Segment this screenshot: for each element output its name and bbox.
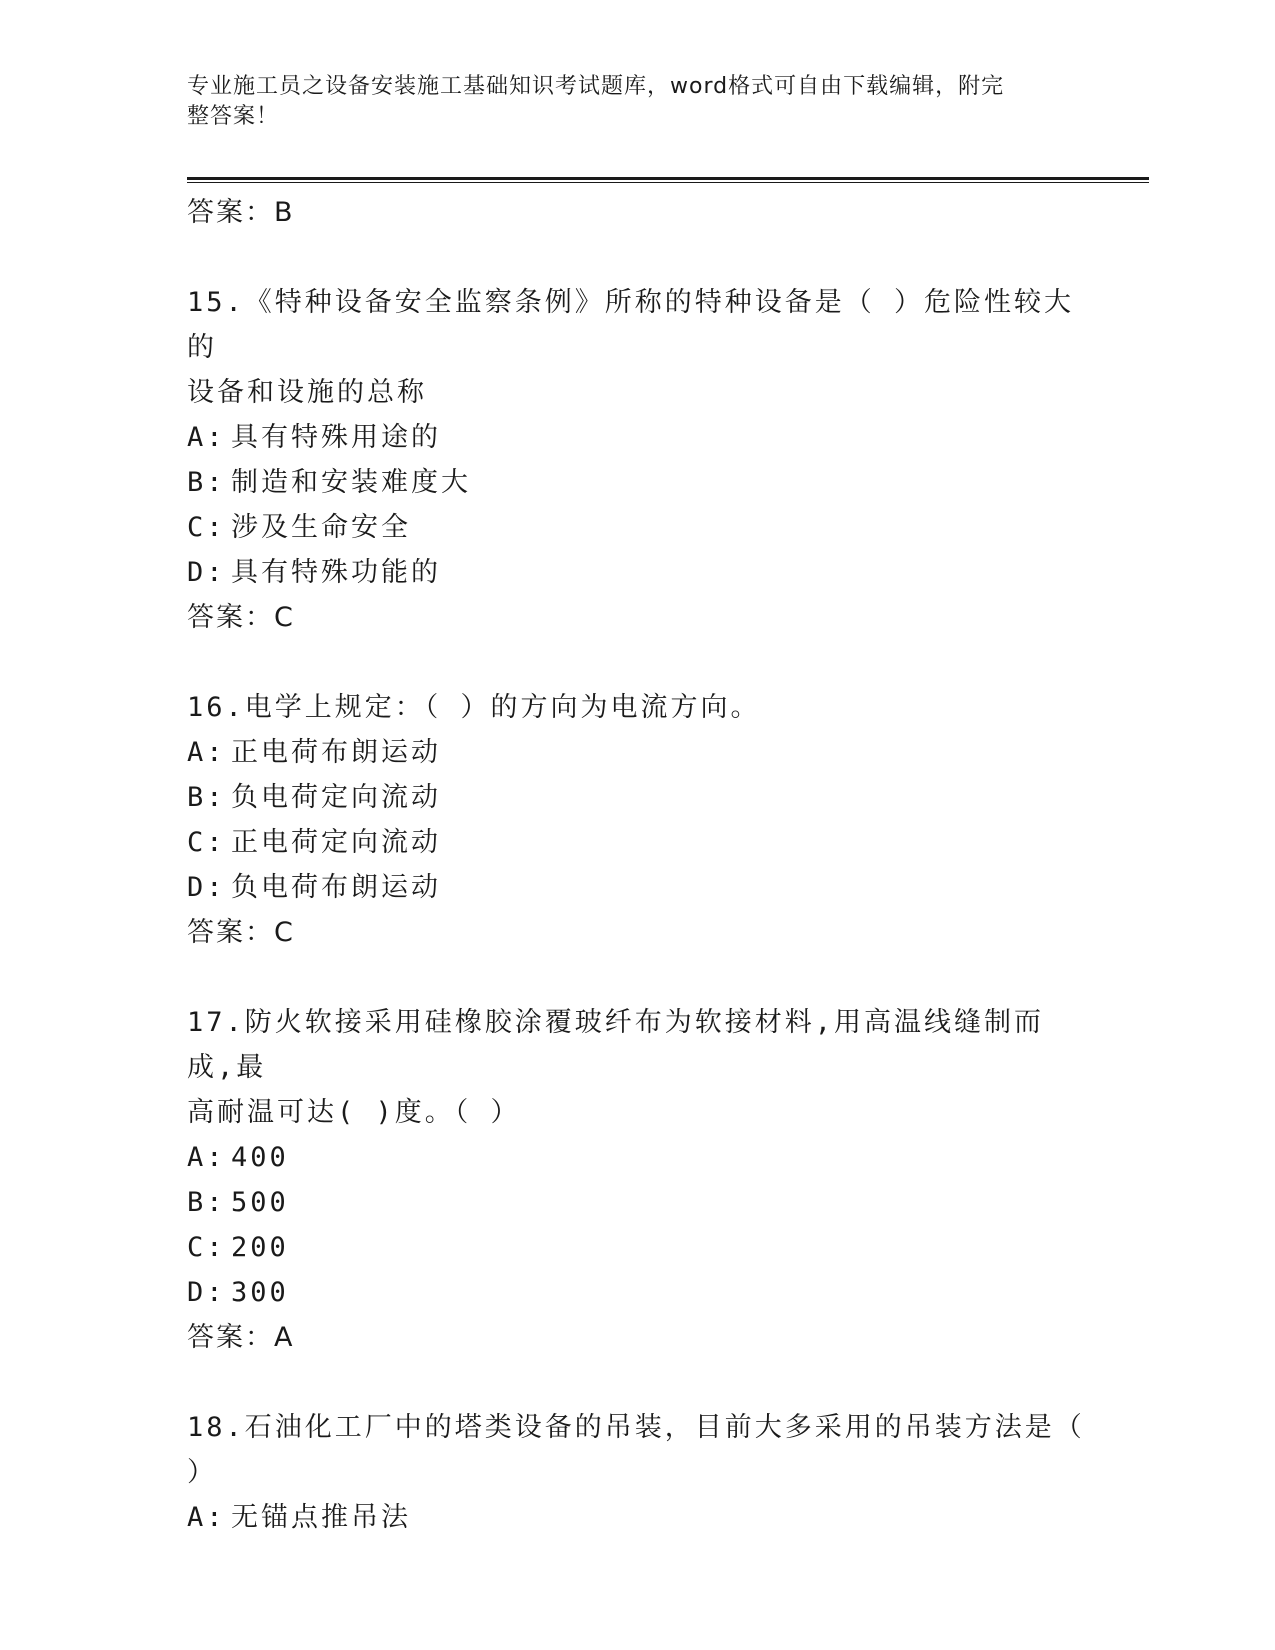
question-block [187, 1405, 1087, 1540]
option-a [187, 1135, 1087, 1180]
header-divider-thick [187, 177, 1149, 180]
question-stem-line: 17.防火软接采用硅橡胶涂覆玻纤布为软接材料,用高温线缝制而成,最 [187, 1007, 1045, 1083]
option-text: 500 [231, 1187, 289, 1218]
option-c [187, 1225, 1087, 1270]
option-d [187, 1270, 1087, 1315]
option-text: 400 [231, 1142, 289, 1173]
question-stem-line: ） [187, 1457, 217, 1488]
answer-label: 答案：B [187, 197, 295, 228]
header-divider-thin [187, 182, 1149, 183]
option-text: 无锚点推吊法 [231, 1502, 411, 1533]
option-a [187, 1495, 1087, 1540]
option-letter: C: [187, 827, 226, 858]
question-stem [187, 280, 1087, 415]
option-letter: B: [187, 1187, 226, 1218]
question-stem [187, 1405, 1087, 1495]
option-letter: D: [187, 557, 226, 588]
option-b [187, 1180, 1087, 1225]
question-block [187, 685, 1087, 1000]
question-stem [187, 685, 1087, 730]
question-stem-line: 设备和设施的总称 [187, 377, 427, 408]
option-b [187, 775, 1087, 820]
option-b [187, 460, 1087, 505]
question-stem-line: 高耐温可达( )度。（ ） [187, 1097, 521, 1128]
option-letter: C: [187, 512, 226, 543]
option-text: 300 [231, 1277, 289, 1308]
option-letter: B: [187, 467, 226, 498]
option-text: 制造和安装难度大 [231, 467, 471, 498]
option-text: 具有特殊功能的 [231, 557, 441, 588]
answer-label: 答案：C [187, 602, 295, 633]
option-c [187, 820, 1087, 865]
question-block [187, 1000, 1087, 1405]
option-text: 200 [231, 1232, 289, 1263]
option-letter: B: [187, 782, 226, 813]
answer-label: 答案：A [187, 1322, 295, 1353]
option-d [187, 550, 1087, 595]
option-text: 负电荷布朗运动 [231, 872, 441, 903]
question-block [187, 280, 1087, 685]
answer-label: 答案：C [187, 917, 295, 948]
option-letter: A: [187, 737, 226, 768]
option-text: 正电荷定向流动 [231, 827, 441, 858]
question-stem-line: 16.电学上规定：（ ）的方向为电流方向。 [187, 692, 761, 723]
option-letter: A: [187, 1502, 226, 1533]
option-text: 负电荷定向流动 [231, 782, 441, 813]
option-c [187, 505, 1087, 550]
option-text: 具有特殊用途的 [231, 422, 441, 453]
option-text: 正电荷布朗运动 [231, 737, 441, 768]
question-stem-line: 18.石油化工厂中的塔类设备的吊装，目前大多采用的吊装方法是（ [187, 1412, 1085, 1443]
option-letter: A: [187, 1142, 226, 1173]
document-header [187, 72, 1067, 132]
option-letter: D: [187, 1277, 226, 1308]
question-list [187, 190, 1087, 1540]
option-letter: A: [187, 422, 226, 453]
option-text: 涉及生命安全 [231, 512, 411, 543]
option-letter: C: [187, 1232, 226, 1263]
header-line-1: 专业施工员之设备安装施工基础知识考试题库，word格式可自由下载编辑，附完 [187, 74, 1005, 99]
option-letter: D: [187, 872, 226, 903]
option-d [187, 865, 1087, 910]
option-a [187, 730, 1087, 775]
question-stem [187, 1000, 1087, 1135]
option-a [187, 415, 1087, 460]
question-stem-line: 15.《特种设备安全监察条例》所称的特种设备是（ ）危险性较大的 [187, 287, 1075, 363]
header-line-2: 整答案！ [187, 104, 280, 129]
